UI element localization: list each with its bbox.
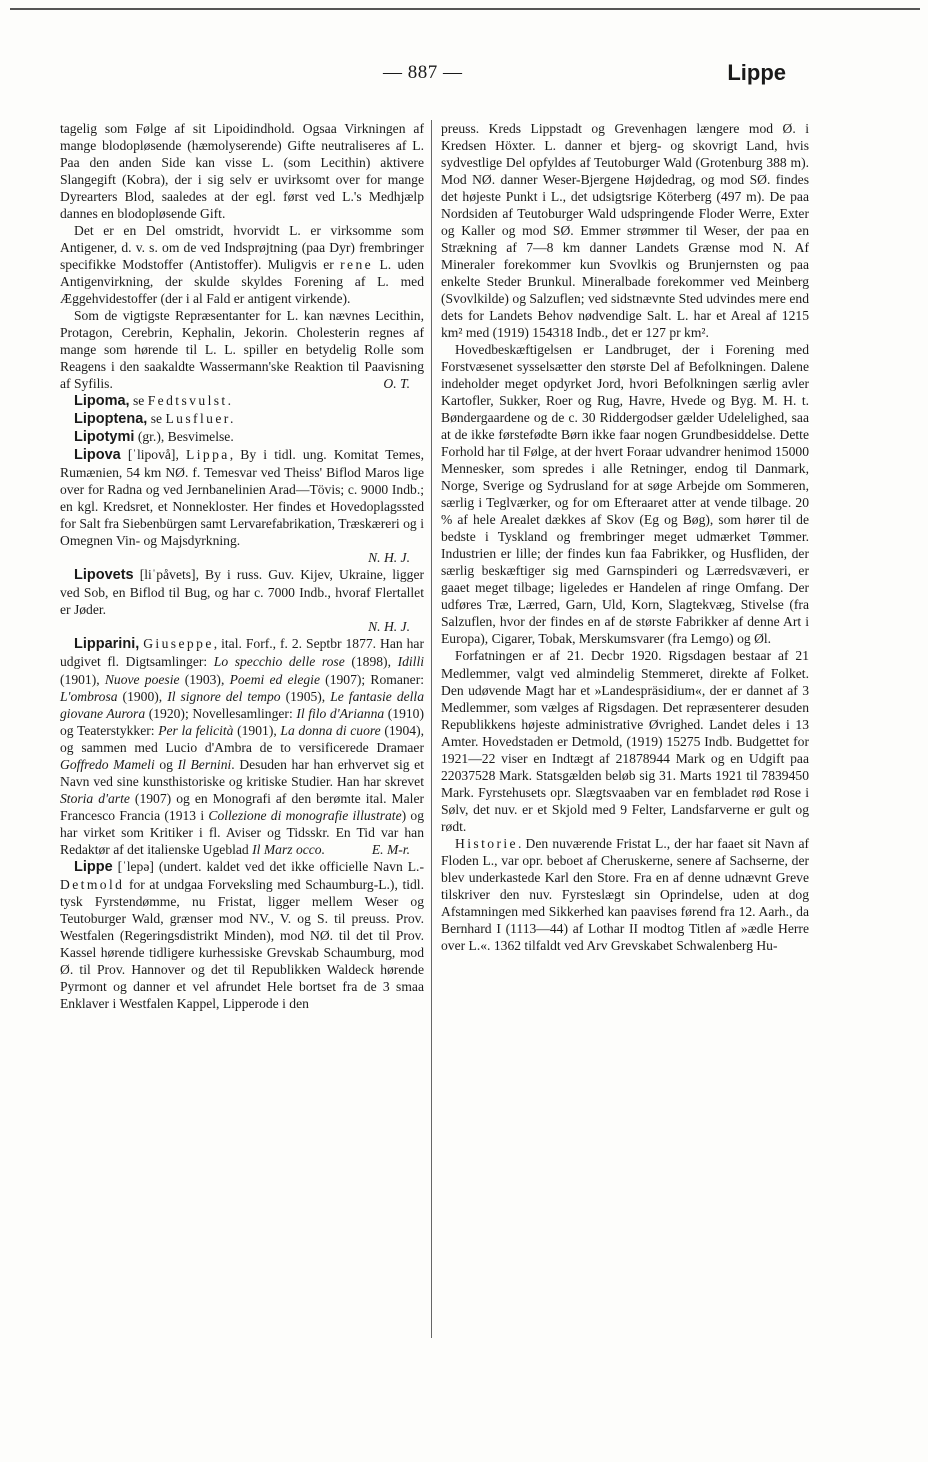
column-divider	[431, 120, 432, 1338]
entry-lippe: Lippe [ˈlepə] (undert. kaldet ved det ikke officielle Navn L.-Detmold for at undgaa Forveksling med Schaumburg-L.), tidl. tysk Fyrstendømme, nu Fristat, ligger mellem Weser og Teutoburger Wald, grænser mod NV., V. og S. til preuss. Prov. Westfalen (Regeringsdistrikt Minden), mod NØ. til det til Prov. Kassel hørende tidligere kurhessiske Grevskab Schaumburg, mod Ø. til Prov. Hannover og det til Republikken Waldeck hørende Pyrmont og danner et vel afrundet Hele bortset fra de 3 smaa Enklaver i Westfalen Kappel, Lipperode i den	[60, 858, 424, 1011]
headword: Lipoptena,	[74, 411, 148, 428]
headword: Lipoma,	[74, 393, 130, 410]
page-number: — 887 —	[383, 62, 463, 83]
headword: Lipparini,	[74, 636, 140, 653]
author-signature: N. H. J.	[368, 550, 410, 566]
author-signature: E. M-r.	[371, 841, 410, 857]
headword: Lipovets	[74, 567, 134, 584]
author-signature: O. T.	[383, 376, 410, 392]
paragraph: Historie. Den nuværende Fristat L., der har faaet sit Navn af Floden L., var opr. beboet af Cheruskerne, senere af Sachserne, der blev underkastede Karl den Store. Fra en af denne udnævnt Greve tilskriver den nuv. Fyrsteslægt sin Oprindelse, uden at dog Afstamningen med Sikkerhed kan paavises førend fra 12. Aarh., da Bernhard I (1113—44) af Lothar II modtog Titlen af »ædle Herre over L.«. 1362 tilfaldt ved Arv Grevskabet Schwalenberg Hu-	[441, 835, 809, 953]
headword: Lipotymi	[74, 429, 135, 446]
entry-lipparini: Lipparini, Giuseppe, ital. Forf., f. 2. Septbr 1877. Han har udgivet fl. Digtsamlinger: Lo specchio delle rose (1898), Idilli (1901), Nuove poesie (1903), Poemi ed elegie (1907); Romaner: L'ombrosa (1900), Il signore del tempo (1905), Le fantasie della giovane Aurora (1920); Novellesamlinger: Il filo d'Arianna (1910) og Teaterstykker: Per la felicità (1901), La donna di cuore (1904), og sammen med Lucio d'Ambra de to versificerede Dramaer Goffredo Mameli og Il Bernini. Desuden har han erhvervet sig et Navn ved sine kunsthistoriske og kritiske Studier. Han har skrevet Storia d'arte (1907) og en Monografi af den berømte ital. Maler Francesco Francia (1913 i Collezione di monografie illustrate) og har virket som Kritiker i fl. Aviser og Tidsskr. En Tid var han Redaktør af det italienske Ugeblad Il Marz occo. E. M-r.	[60, 636, 425, 857]
right-column	[441, 120, 809, 954]
headword: Lipova	[74, 447, 121, 464]
headword: Lippe	[74, 858, 113, 875]
left-column	[60, 120, 424, 1012]
paragraph: Det er en Del omstridt, hvorvidt L. er virksomme som Antigener, d. v. s. om de ved Indsprøjtning (paa Dyr) frembringer specifikke Modstoffer (Antistoffer). Muligvis er rene L. uden Antigenvirkning, der skulde skyldes Forening af L. med Æggehvidestoffer (der i al Fald er antigent virkende).	[60, 223, 424, 307]
running-head: Lippe	[727, 60, 786, 85]
paragraph: Hovedbeskæftigelsen er Landbruget, der i Forening med Forstvæsenet sysselsætter den største Del af Befolkningen. Dalene indeholder meget opdyrket Jord, hvori Befolkningen særlig avler Kartofler, Sukker, Roer og Rug, Havre, Hvede og Byg. M. H. t. Bøndergaardene og de c. 30 Riddergodser gælder Udelelighed, saa at de ikke førstefødte Børn ikke faar nogen Grundbesiddelse. Dette Forhold har til Følge, at der hvert Foraar udvandrer henimod 15000 Mennesker, som spredes i alle Retninger, endog til Danmark, Norge, Sverige og Sydrusland for at søge Arbejde om Sommeren, særlig i Teglværker, og for om Efteraaret atter at vende tilbage. 20 % af hele Arealet dækkes af Skov (Eg og Bøg), som hører til de bedste i Tyskland og frembringer meget udmærket Tømmer. Industrien er lille; der findes kun faa Fabrikker, og Husfliden, der særlig beskæftiger sig med Garnspinderi og Lærredsvæveri, er gaaet meget tilbage; ligeledes er Handelen af ringe Omfang. Der udføres Træ, Lærred, Garn, Uld, Korn, Slagtekvæg, Stivelse (fra Salzuflen, hvor der findes en af de største Fabrikker af denne Art i Europa), Cigarer, Tobak, Merskumsvarer (fra Lemgo) og Øl.	[441, 342, 809, 647]
paragraph: tagelig som Følge af sit Lipoidindhold. Ogsaa Virkningen af mange blodopløsende (hæmolyserende) Gifte neutraliseres af L. Paa den anden Side kan visse L. (som Lecithin) aktivere Slangegift (Kobra), der i sig selv er uvirksomt over for mange Dyrearters Blod, saaledes at der egl. først ved L.'s Medhjælp dannes en blodopløsende Gift.	[60, 121, 424, 222]
entry-lipoptena: Lipoptena, se Lusfluer.	[74, 411, 236, 428]
paragraph: preuss. Kreds Lippstadt og Grevenhagen længere mod Ø. i Kredsen Höxter. L. danner et bjerg- og skovrigt Land, hvis sydvestlige Del opfyldes af Teutoburger Wald (Grotenburg 388 m). Mod NØ. danner Weser-Bjergene Højdedrag, og mod SØ. findes det højeste Punkt i L., det udsigtsrige Köterberg (497 m). De paa Nordsiden af Teutoburger Wald udspringende Floder Werre, Exter og Kaller og mod SØ. Emmer strømmer til Weser, der paa en Strækning af 7—8 km danner Landets Grænse mod N. Af Mineraler forekommer kun Svovlkis og Brunjernsten og paa enkelte Steder Brunkul. Mineralbade forekommer ved Meinberg (Svovlkilde) og Salzuflen; ved sidstnævnte Sted udvindes mere end dets for Landets Behov nødvendige Salt. L. har et Areal af 1215 km² med (1919) 154318 Indb., det er 127 pr km².	[441, 121, 809, 341]
page-header	[0, 62, 928, 90]
entry-lipovets: Lipovets [liˈpåvets], By i russ. Guv. Kijev, Ukraine, ligger ved Sob, en Biflod til Bug, og har c. 7000 Indb., hvoraf Flertallet er Jøder.	[60, 567, 424, 618]
paragraph: Forfatningen er af 21. Decbr 1920. Rigsdagen bestaar af 21 Medlemmer, valgt ved almindelig Stemmeret, direkte af Folket. Den udøvende Magt har et »Landespräsidium«, der er dannet af 3 Medlemmer, som vælges af Rigsdagen. Det repræsenterer desuden Republikkens højeste administrative Øvrighed. Landet deles i 13 Amter. Hovedstaden er Detmold, (1919) 15275 Indb. Budgettet for 1921—22 viser en Indtægt af 21878944 Mark og en Udgift paa 22037528 Mark. Statsgælden beløb sig 31. Marts 1921 til 7839450 Mark. Fyrstehusets opr. Slægtsvaaben var en fembladet rød Rose i Sølv, det nuv. er et Skjold med 9 Felter, Landsfarverne er gult og rødt.	[441, 648, 809, 834]
entry-lipoma: Lipoma, se Fedtsvulst.	[74, 393, 234, 410]
entry-lipova: Lipova [ˈlipovå], Lippa, By i tidl. ung. Komitat Temes, Rumænien, 54 km NØ. f. Temesvar ved Theiss' Biflod Maros lige over for Radna og ved Jernbanelinien Arad—Tövis; c. 9000 Indb.; en kgl. Kredsret, et Nonnekloster. Her findes et Hovedoplagssted for Salt fra Siebenbürgen samt Lervarefabrikation, Træskæreri og i Omegnen Vin- og Majsdyrkning.	[60, 447, 424, 549]
top-rule	[10, 8, 920, 10]
entry-lipotymi: Lipotymi (gr.), Besvimelse.	[74, 429, 234, 446]
paragraph: Som de vigtigste Repræsentanter for L. kan nævnes Lecithin, Protagon, Cerebrin, Kephalin, Jekorin. Cholesterin regnes af mange som hørende til L. L. spiller en betydelig Rolle som Reagens i den saakaldte Wassermann'ske Reaktion til Paavisning af Syfilis. O. T.	[60, 308, 424, 392]
author-signature: N. H. J.	[368, 619, 410, 635]
